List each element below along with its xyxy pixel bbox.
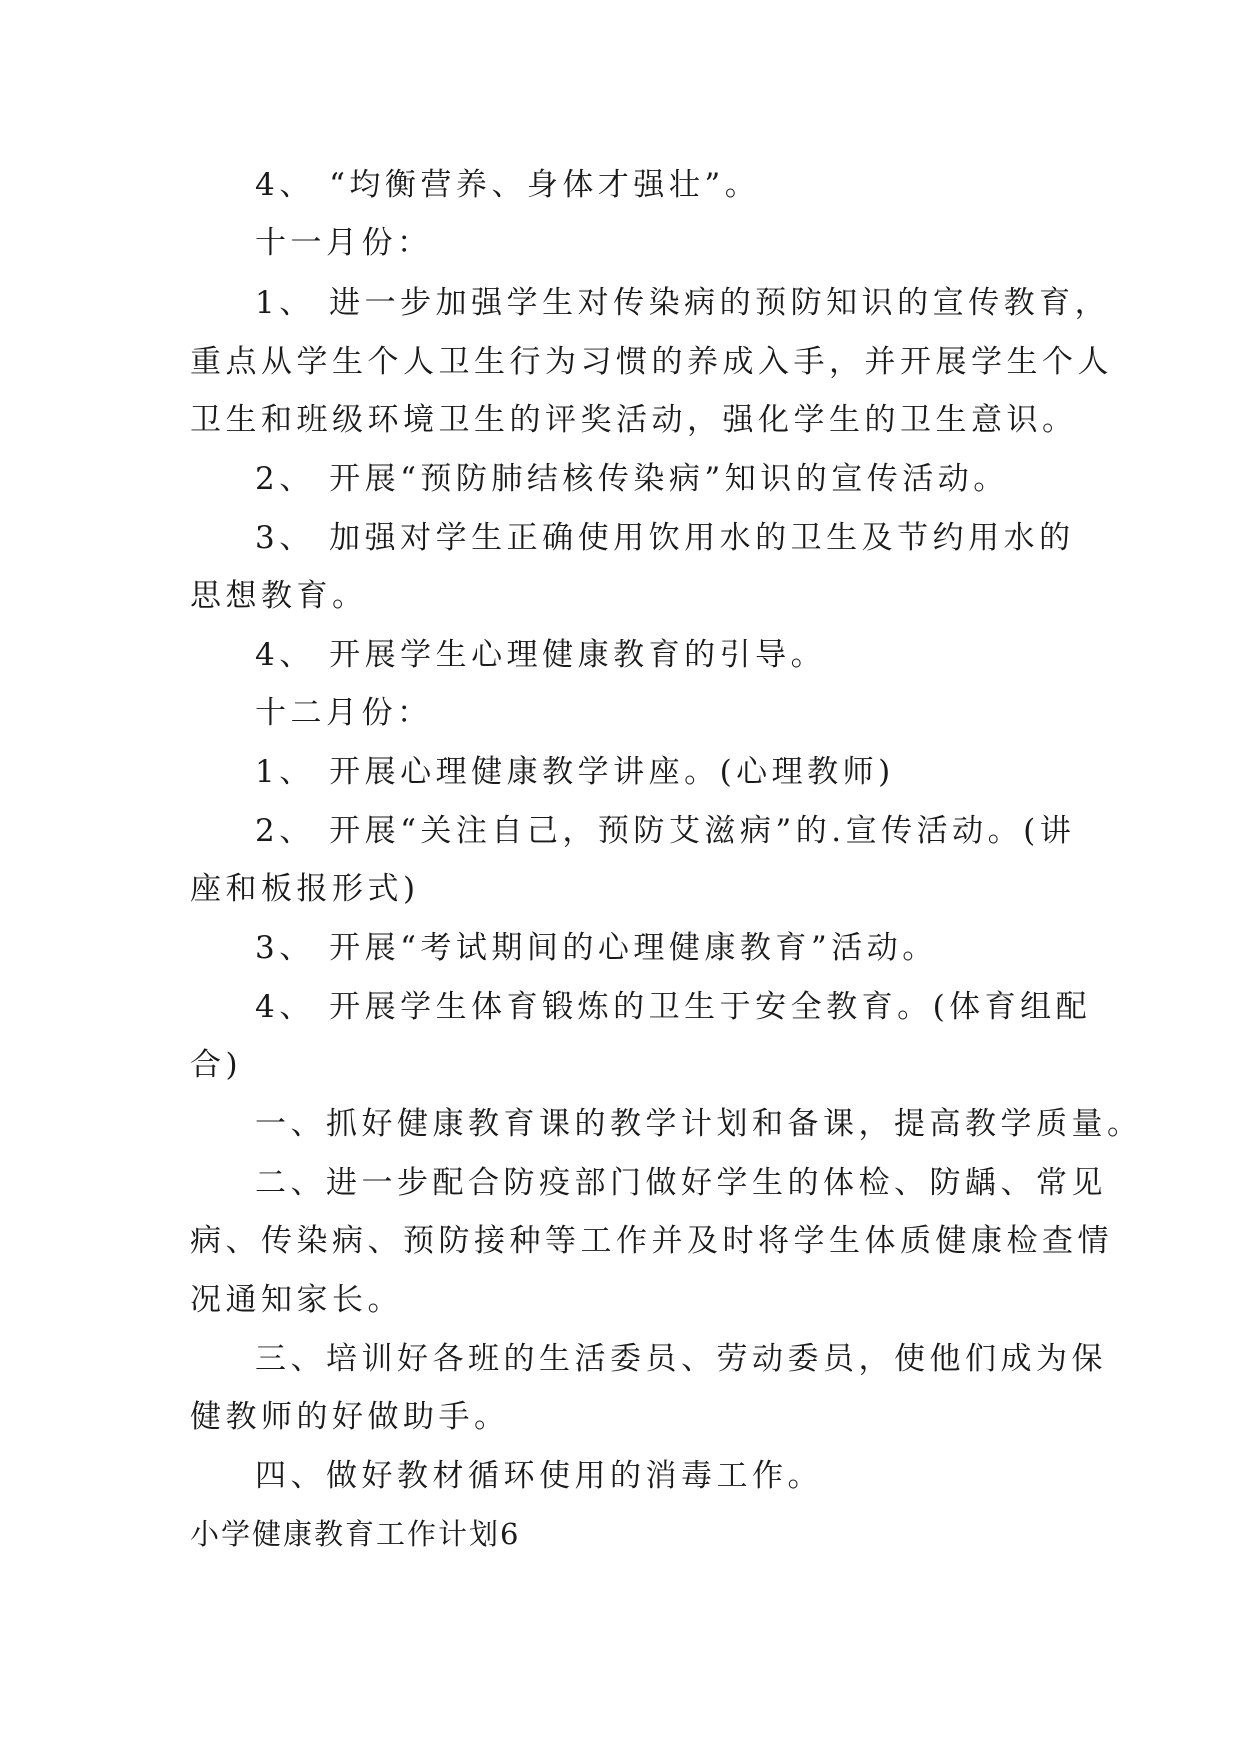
paragraph-line: 4、 开展学生心理健康教育的引导。	[255, 637, 827, 673]
paragraph-line: 3、 开展“考试期间的心理健康教育”活动。	[255, 930, 938, 966]
paragraph-line: 四、做好教材循环使用的消毒工作。	[255, 1458, 823, 1494]
paragraph-line: 卫生和班级环境卫生的评奖活动，强化学生的卫生意识。	[190, 402, 1078, 438]
paragraph-line: 1、 开展心理健康教学讲座。(心理教师)	[255, 754, 895, 790]
paragraph-line: 思想教育。	[190, 578, 368, 614]
month-heading-december: 十二月份：	[255, 695, 433, 731]
paragraph-line: 健教师的好做助手。	[190, 1399, 510, 1435]
paragraph-line: 重点从学生个人卫生行为习惯的养成入手，并开展学生个人	[190, 344, 1113, 380]
paragraph-line: 三、培训好各班的生活委员、劳动委员，使他们成为保	[255, 1341, 1107, 1377]
month-heading-november: 十一月份：	[255, 225, 433, 261]
paragraph-line: 4、 开展学生体育锻炼的卫生于安全教育。(体育组配	[255, 989, 1092, 1025]
paragraph-line: 2、 开展“预防肺结核传染病”知识的宣传活动。	[255, 461, 1009, 497]
paragraph-line: 2、 开展“关注自己，预防艾滋病”的.宣传活动。(讲	[255, 813, 1076, 849]
paragraph-line: 二、进一步配合防疫部门做好学生的体检、防龋、常见	[255, 1165, 1107, 1201]
paragraph-line: 一、抓好健康教育课的教学计划和备课，提高教学质量。	[255, 1106, 1143, 1142]
paragraph-line: 座和板报形式)	[190, 871, 420, 907]
paragraph-line: 合)	[190, 1047, 243, 1083]
paragraph-line: 4、 “均衡营养、身体才强壮”。	[255, 167, 761, 203]
paragraph-line: 3、 加强对学生正确使用饮用水的卫生及节约用水的	[255, 520, 1075, 556]
paragraph-line: 病、传染病、预防接种等工作并及时将学生体质健康检查情	[190, 1223, 1113, 1259]
section-title: 小学健康教育工作计划6	[190, 1517, 521, 1551]
paragraph-line: 1、 进一步加强学生对传染病的预防知识的宣传教育，	[255, 285, 1111, 321]
paragraph-line: 况通知家长。	[190, 1282, 403, 1318]
